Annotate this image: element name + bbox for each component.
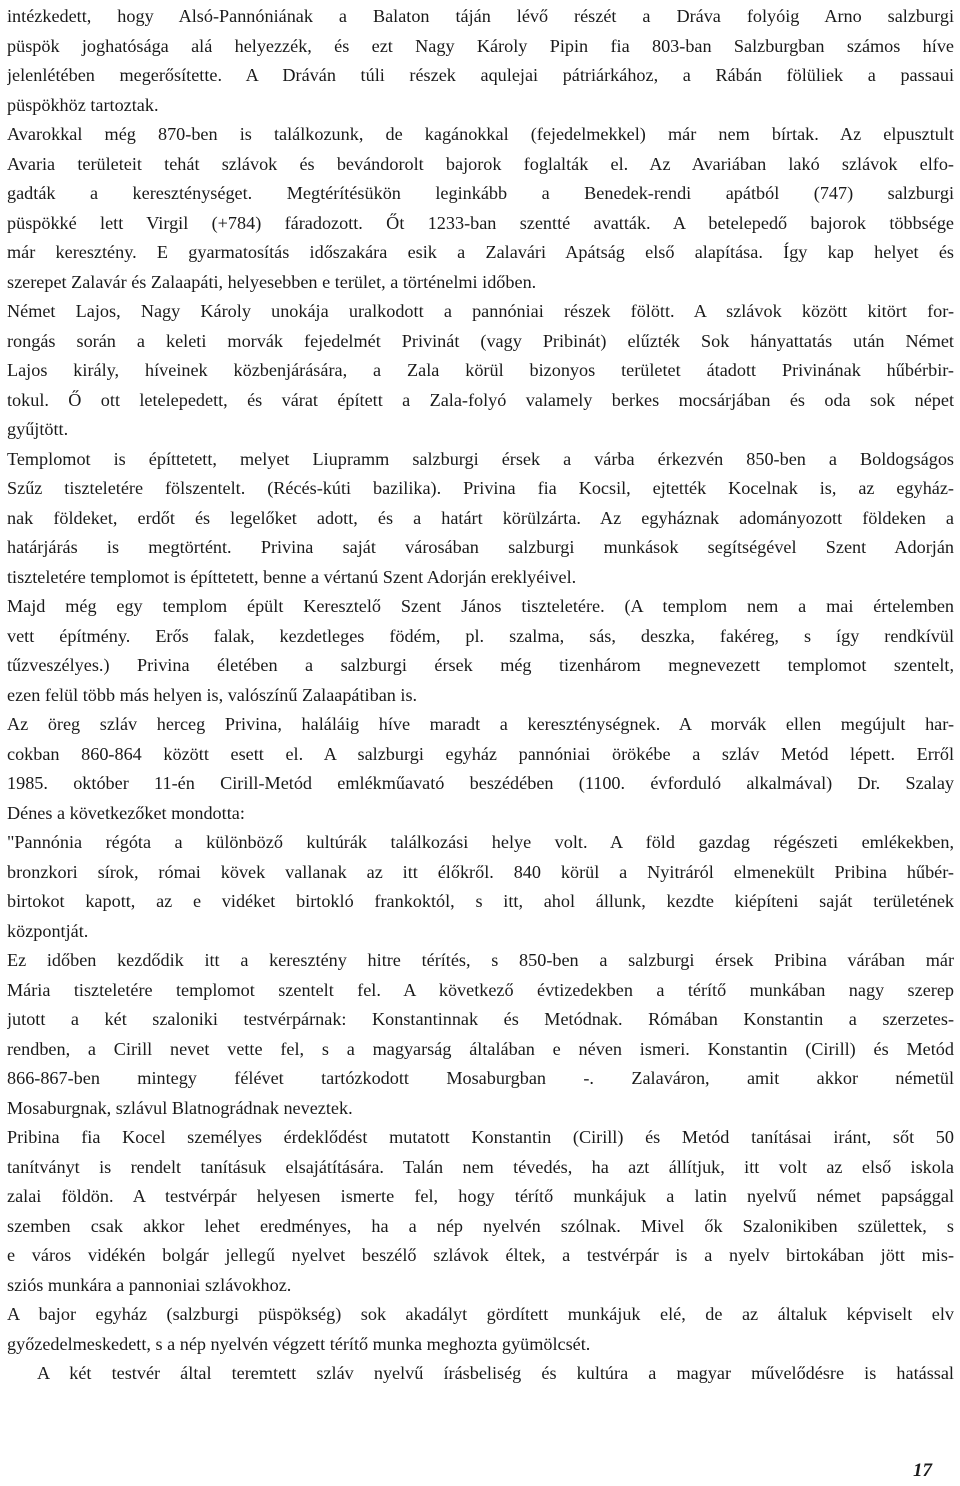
text-line: püspökhöz tartoztak. [7,94,159,115]
text-line: vett építmény. Erős falak, kezdetleges födém, pl. szalma, sás, deszka, fakéreg, s így rendkívül [7,625,954,646]
text-line: központját. [7,920,89,941]
text-line: intézkedett, hogy Alsó-Pannóniának a Balaton táján lévő részét a Dráva folyóig Arno salzburgi [7,6,954,26]
text-line: már keresztény. E gyarmatosítás időszakára esik a Zalavári Apátság első alapítása. Így kap helyet és [7,242,954,262]
text-line: Mosaburgnak, szlávul Blatnográdnak neveztek. [7,1097,353,1118]
text-line: 866-867-ben mintegy félévet tartózkodott Mosaburgban -. Zalaváron, amit akkor németül [7,1068,954,1088]
text-line: püspökké lett Virgil (+784) fáradozott. Őt 1233-ban szentté avatták. A betelepedő bajorok többsége [7,212,954,233]
text-line: Templomot is építtetett, melyet Liupramm salzburgi érsek a várba érkezvén 850-ben a Boldogságos [7,448,954,469]
text-line: sziós munkára a pannoniai szlávokhoz. [7,1274,292,1295]
text-line: Pribina fia Kocel személyes érdeklődést mutatott Konstantin (Cirill) és Metód tanításai iránt, sőt 50 [7,1127,954,1147]
text-line: jelenlétében megerősítette. A Dráván túli részek aqulejai pátriárkához, a Rábán fölüliek a passaui [7,65,954,85]
text-line: Szűz tiszteletére fölszentelt. (Récés-kúti bazilika). Privina fia Kocsil, ejtették Kocelnak is, az egyház- [7,478,954,498]
text-line: 1985. október 11-én Cirill-Metód emlékműavató beszédében (1100. évforduló alkalmával) Dr. Szalay [7,773,954,793]
text-line: Mária tiszteletére templomot szentelt fel. A következő évtizedekben a térítő munkában nagy szerep [7,979,954,1000]
text-line: bronzkori sírok, római kövek vallanak az itt élőkről. 840 körül a Nyitráról elmenekült Pribina hűbér- [7,861,954,882]
paragraph-3 [7,297,954,445]
text-line: ezen felül több más helyen is, valószínű Zalaapátiban is. [7,684,418,705]
text-line: rongás során a keleti morvák fejedelmét Privinát (vagy Pribinát) elűzték Sok hányattatás után Német [7,330,954,351]
text-line: Avaria területeit tehát szlávok és bevándorolt bajorok foglalták el. Az Avariában lakó szlávok elfo- [7,153,954,174]
text-line: Lajos király, híveinek közbenjárására, a Zala körül bizonyos területet átadott Privinának hűbérbir- [7,360,954,380]
text-line: Ez időben kezdődik itt a keresztény hitre térítés, s 850-ben a salzburgi érsek Pribina várában már [7,950,954,970]
paragraph-9 [7,1123,954,1300]
text-line: Avarokkal még 870-ben is találkozunk, de kagánokkal (fejedelmekkel) már nem bírtak. Az elpusztult [7,124,954,144]
text-line: e város vidékén bolgár jellegű nyelvet beszélő szlávok éltek, a testvérpár is a nyelv birtokában jött mis- [7,1245,954,1265]
text-line: gadták a kereszténységet. Megtérítésükön leginkább a Benedek-rendi apátból (747) salzburgi [7,183,954,203]
text-line: Német Lajos, Nagy Károly unokája uralkodott a pannóniai részek fölött. A szlávok között kitört for- [7,301,954,321]
text-line: nak földeket, erdőt és legelőket adott, és a határt körülzárta. Az egyháznak adományozott földeken a [7,507,954,528]
document-body [7,2,954,1389]
text-line: A bajor egyház (salzburgi püspökség) sok akadályt gördített munkájuk elé, de az általuk képviselt elv [7,1304,954,1324]
text-line: jutott a két szaloniki testvérpárnak: Konstantinnak és Metódnak. Rómában Konstantin a szerzetes- [7,1009,954,1029]
paragraph-4 [7,445,954,593]
paragraph-6 [7,710,954,828]
text-line: tokul. Ő ott letelepedett, és várat épített a Zala-folyó valamely berkes mocsárjában és oda sok népet [7,389,954,410]
text-line: határjárás is megtörtént. Privina saját városában salzburgi munkások segítségével Szent Adorján [7,537,954,557]
page-number: 17 [913,1460,932,1481]
text-line: birtokot kapott, az e vidéket birtokló frankoktól, s itt, ahol állunk, kezdte kiépíteni saját területének [7,891,954,911]
text-line: Az öreg szláv herceg Privina, haláláig híve maradt a kereszténységnek. A morvák ellen megújult har- [7,714,954,734]
text-line: szemben csak akkor lehet eredményes, ha a nép nyelvén szólnak. Mivel ők Szalonikiben születtek, s [7,1215,954,1236]
text-line: "Pannónia régóta a különböző kultúrák találkozási helye volt. A föld gazdag régészeti emlékekben, [7,832,954,852]
text-line: zalai földön. A testvérpár helyesen ismerte fel, hogy térítő munkájuk a latin nyelvű német papsággal [7,1186,954,1206]
paragraph-5 [7,592,954,710]
paragraph-8 [7,946,954,1123]
text-line: Majd még egy templom épült Keresztelő Szent János tiszteletére. (A templom nem a mai értelemben [7,596,954,616]
paragraph-1 [7,2,954,120]
paragraph-11 [7,1359,954,1389]
paragraph-10 [7,1300,954,1359]
text-line: tiszteletére templomot is építtetett, benne a vértanú Szent Adorján ereklyéivel. [7,566,577,587]
text-line: cokban 860-864 között esett el. A salzburgi egyház pannóniai örökébe a szláv Metód lépett. Erről [7,743,954,764]
text-line: gyűjtött. [7,419,69,439]
paragraph-7 [7,828,954,946]
text-line: Dénes a következőket mondotta: [7,802,245,823]
text-line: tűzveszélyes.) Privina életében a salzburgi érsek még tizenhárom megnevezett templomot szentelt, [7,655,954,675]
text-line: püspök joghatósága alá helyezzék, és ezt Nagy Károly Pipin fia 803-ban Salzburgban számos híve [7,35,954,56]
text-line: győzedelmeskedett, s a nép nyelvén végzett térítő munka meghozta gyümölcsét. [7,1333,591,1354]
paragraph-2 [7,120,954,297]
text-line: tanítványt is rendelt tanításuk elsajátítására. Talán nem tévedés, ha azt állítjuk, itt volt az első iskola [7,1156,954,1177]
text-line: A két testvér által teremtett szláv nyelvű írásbeliség és kultúra a magyar művelődésre is hatással [37,1363,954,1383]
text-line: szerepet Zalavár és Zalaapáti, helyesebben e terület, a történelmi időben. [7,271,537,292]
text-line: rendben, a Cirill nevet vette fel, s a magyarság általában e néven ismeri. Konstantin (Cirill) és Metód [7,1038,954,1059]
